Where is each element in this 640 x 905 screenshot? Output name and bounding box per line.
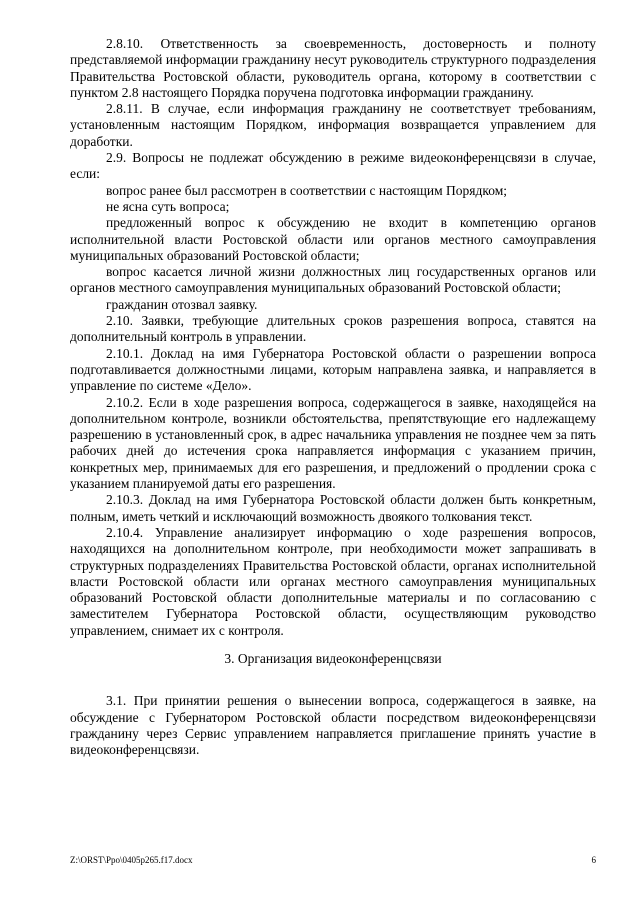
paragraph-2-10-4: 2.10.4. Управление анализирует информацию о ходе разрешения вопросов, находящихся на дополнительном контроле, при необходимости может запрашивать в структурных подразделениях Правительства Ростовской области, органах исполнительной власти Ростовской области или органах местного самоуправления муниципальных образований Ростовской области дополнительные материалы и по согласованию с заместителем Губернатора Ростовской области, осуществляющим руководство управлением, снимает их с контроля. <box>70 524 596 638</box>
paragraph-2-10-2: 2.10.2. Если в ходе разрешения вопроса, содержащегося в заявке, находящейся на дополнительном контроле, возникли обстоятельства, препятствующие его надлежащему разрешению в установленный срок, в адрес начальника управления не позднее чем за пять рабочих дней до истечения срока направляется информация с указанием причин, конкретных мер, принимаемых для его разрешения, и предложений о продлении срока с указанием планируемой даты его разрешения. <box>70 394 596 492</box>
paragraph-2-8-11: 2.8.11. В случае, если информация гражданину не соответствует требованиям, установленным настоящим Порядком, информация возвращается управлением для доработки. <box>70 101 596 149</box>
list-item: гражданин отозвал заявку. <box>106 296 258 312</box>
paragraph-3-1: 3.1. При принятии решения о вынесении вопроса, содержащегося в заявке, на обсуждение с Губернатором Ростовской области посредством видеоконференцсвязи гражданину через Сервис управлением направляется приглашение принять участие в видеоконференцсвязи. <box>70 693 596 758</box>
paragraph-2-10: 2.10. Заявки, требующие длительных сроков разрешения вопроса, ставятся на дополнительный контроль в управлении. <box>70 313 596 345</box>
paragraph-2-10-1: 2.10.1. Доклад на имя Губернатора Ростовской области о разрешении вопроса подготавливается должностными лицами, которым направлена заявка, и направляется в управление по системе «Дело». <box>70 345 596 394</box>
paragraph-2-10-3: 2.10.3. Доклад на имя Губернатора Ростовской области должен быть конкретным, полным, иметь четкий и исключающий возможность двоякого толкования текст. <box>70 492 596 524</box>
paragraph-2-8-10: 2.8.10. Ответственность за своевременность, достоверность и полноту представляемой информации гражданину несут руководитель структурного подразделения Правительства Ростовской области, руководитель органа, которому в соответствии с пунктом 2.8 настоящего Порядка поручена подготовка информации гражданину. <box>70 36 596 100</box>
paragraph-2-9: 2.9. Вопросы не подлежат обсуждению в режиме видеоконференцсвязи в случае, если: <box>70 150 596 182</box>
document-page <box>70 36 596 758</box>
footer-file-path: Z:\ORST\Ppo\0405p265.f17.docx <box>70 855 193 865</box>
list-item: предложенный вопрос к обсуждению не входит в компетенцию органов исполнительной власти Ростовской области или органов местного самоуправления муниципальных образований Ростовской области; <box>70 215 596 263</box>
page-number: 6 <box>591 855 596 865</box>
section-heading: 3. Организация видеоконференцсвязи <box>224 650 442 666</box>
list-item: вопрос касается личной жизни должностных лиц государственных органов или органов местного самоуправления муниципальных образований Ростовской области; <box>70 264 596 296</box>
list-item: вопрос ранее был рассмотрен в соответствии с настоящим Порядком; <box>106 182 508 198</box>
list-item: не ясна суть вопроса; <box>106 198 230 214</box>
page-footer <box>70 855 596 866</box>
